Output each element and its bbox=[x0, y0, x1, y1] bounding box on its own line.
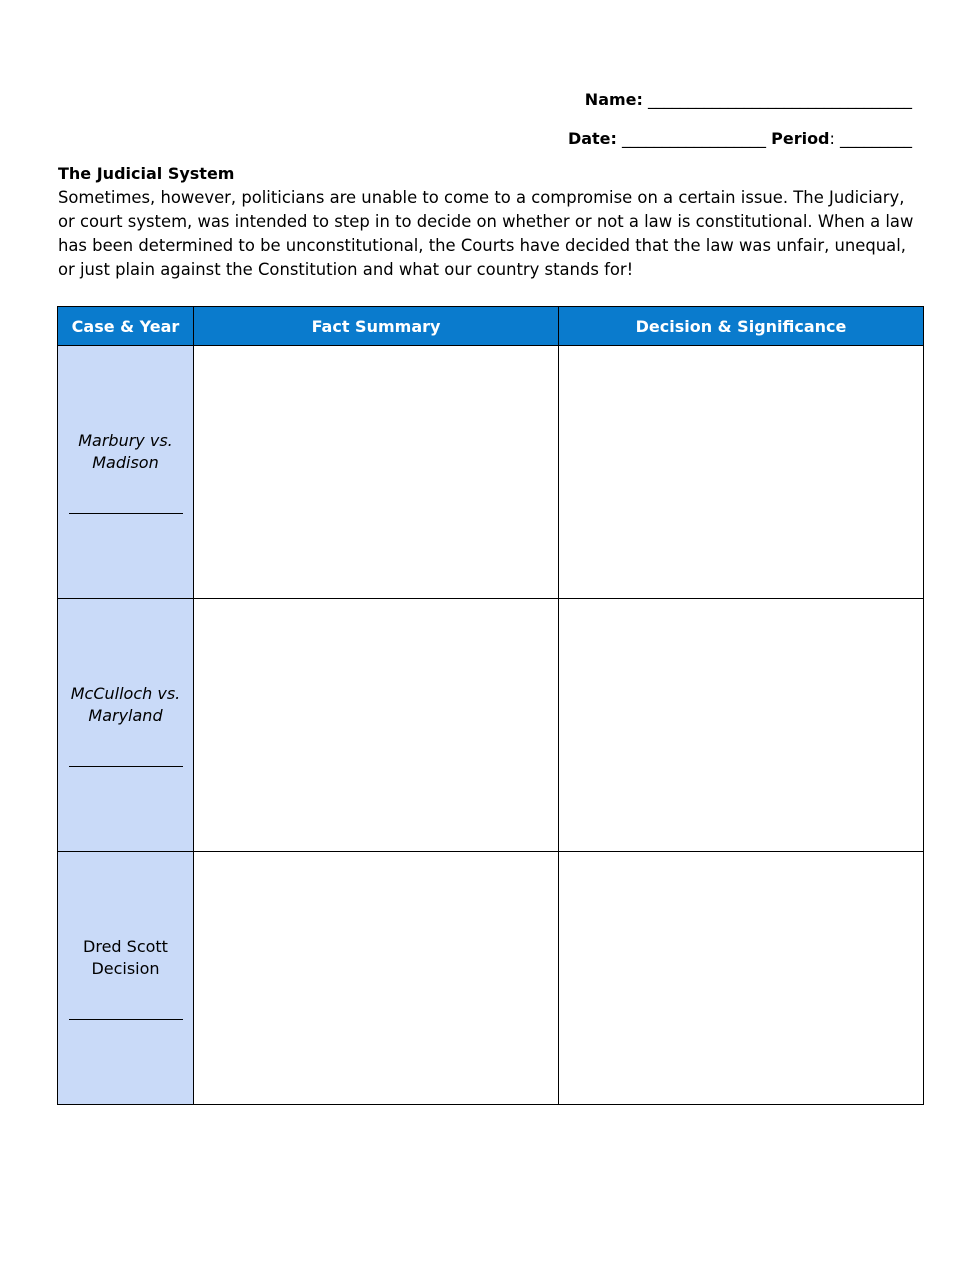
header-decision-significance: Decision & Significance bbox=[559, 307, 924, 346]
case-cell bbox=[58, 599, 194, 852]
case-name: McCulloch vs. Maryland bbox=[70, 684, 181, 725]
table-row bbox=[58, 599, 924, 852]
table-row bbox=[58, 852, 924, 1105]
section-body: Sometimes, however, politicians are unable to come to a compromise on a certain issue. The Judiciary, or court system, was intended to step in to decide on whether or not a law is constitutional. When a law has been determined to be unconstitutional, the Courts have decided that the law was unfair, unequal, or just plain against the Constitution and what our country stands for! bbox=[58, 188, 914, 279]
date-period-line bbox=[568, 129, 912, 148]
name-field[interactable]: _________________________________ bbox=[648, 90, 912, 109]
name-line bbox=[585, 90, 912, 109]
judicial-system-section bbox=[58, 164, 923, 282]
decision-significance-cell[interactable] bbox=[559, 852, 924, 1105]
table-header-row bbox=[58, 307, 924, 346]
table-row bbox=[58, 346, 924, 599]
date-label: Date: bbox=[567, 129, 617, 148]
decision-significance-cell[interactable] bbox=[559, 599, 924, 852]
date-field[interactable]: __________________ bbox=[622, 129, 767, 148]
year-blank[interactable] bbox=[69, 512, 183, 514]
fact-summary-cell[interactable] bbox=[194, 346, 559, 599]
case-cell bbox=[58, 852, 194, 1105]
year-blank[interactable] bbox=[69, 1018, 183, 1020]
year-blank[interactable] bbox=[69, 765, 183, 767]
case-cell bbox=[58, 346, 194, 599]
section-title: The Judicial System bbox=[58, 164, 235, 183]
name-label: Name: bbox=[584, 90, 643, 109]
fact-summary-cell[interactable] bbox=[194, 852, 559, 1105]
header-case-year: Case & Year bbox=[58, 307, 194, 346]
period-label: Period bbox=[771, 129, 830, 148]
period-field[interactable]: _________ bbox=[840, 129, 912, 148]
period-colon: : bbox=[829, 129, 835, 148]
case-name: Dred Scott Decision bbox=[83, 937, 168, 978]
header-fact-summary: Fact Summary bbox=[194, 307, 559, 346]
fact-summary-cell[interactable] bbox=[194, 599, 559, 852]
court-cases-table bbox=[57, 306, 924, 1105]
decision-significance-cell[interactable] bbox=[559, 346, 924, 599]
case-name: Marbury vs. Madison bbox=[78, 431, 173, 472]
